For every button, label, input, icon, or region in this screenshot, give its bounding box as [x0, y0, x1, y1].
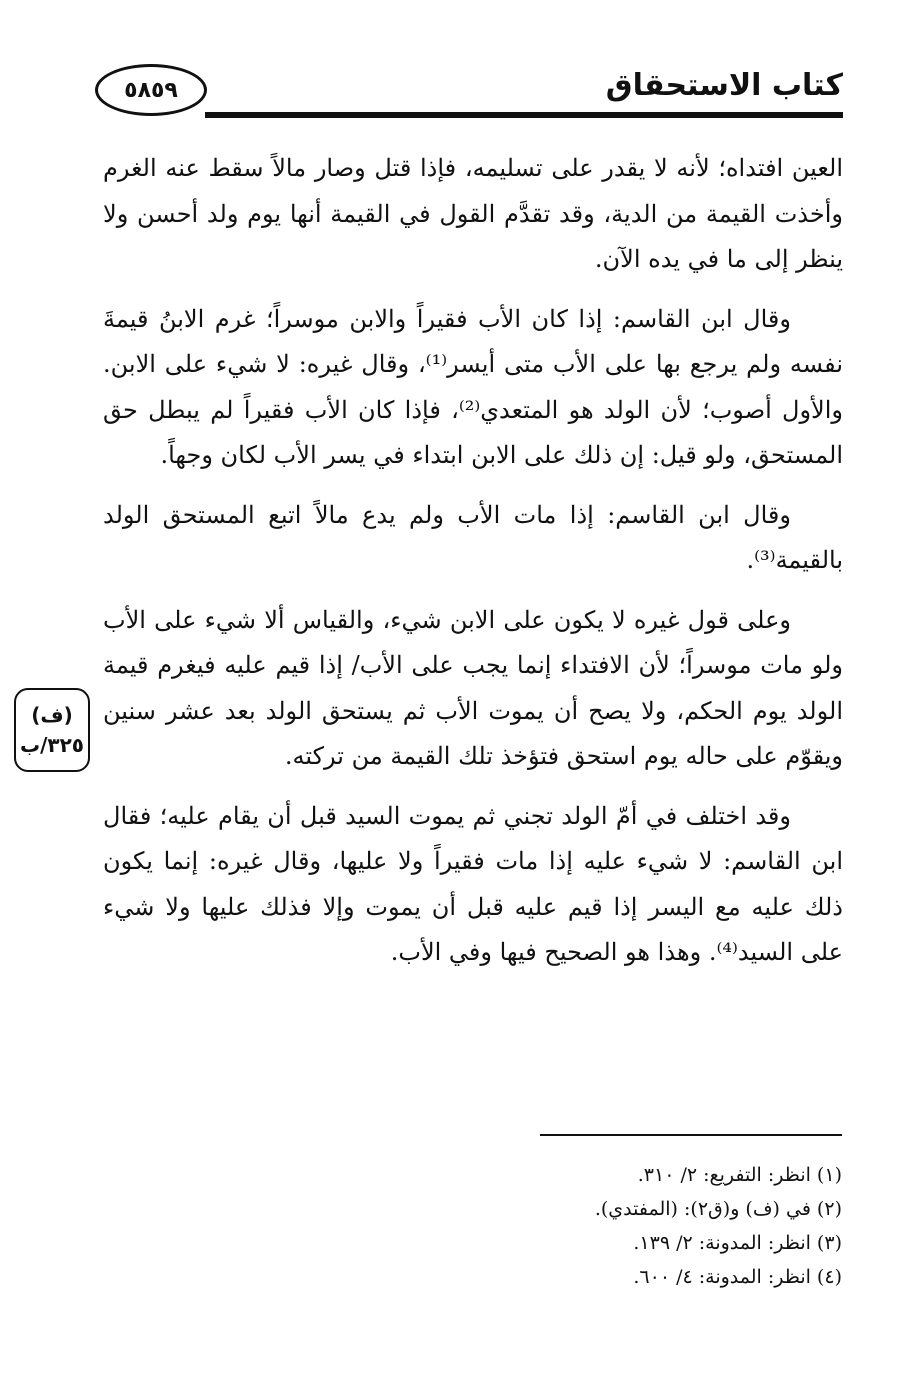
main-text [103, 146, 843, 990]
margin-note-line: (ف) [31, 703, 73, 727]
paragraph: العين افتداه؛ لأنه لا يقدر على تسليمه، فإذا قتل وصار مالاً سقط عنه الغرم وأخذت القيمة من الدية، وقد تقدَّم القول في القيمة أنها يوم ولد أحسن ولا ينظر إلى ما في يده الآن. [103, 154, 843, 273]
margin-note-line: ٣٢٥/ب [19, 733, 85, 757]
footnote-separator [540, 1134, 842, 1136]
footnote: (٤) انظر: المدونة: ٤/ ٦٠٠. [633, 1266, 842, 1288]
paragraph: وقال ابن القاسم: إذا كان الأب فقيراً والابن موسراً؛ غرم الابنُ قيمةَ نفسه ولم يرجع بها على الأب متى أيسر⁽¹⁾، وقال غيره: لا شيء على الابن. والأول أصوب؛ لأن الولد هو المتعدي⁽²⁾، فإذا كان الأب فقيراً لم يبطل حق المستحق، ولو قيل: إن ذلك على الابن ابتداء في يسر الأب لكان وجهاً. [103, 304, 843, 469]
header-rule [205, 112, 843, 118]
footnotes [142, 1158, 842, 1294]
page-number: ٥٨٥٩ [124, 77, 178, 103]
page-header [95, 62, 843, 118]
footnote: (٢) في (ف) و(ق٢): (المفتدي). [594, 1198, 842, 1220]
page-number-badge [95, 64, 207, 116]
book-title: كتاب الاستحقاق [605, 68, 843, 103]
manuscript-folio-note [14, 688, 90, 772]
footnote: (٣) انظر: المدونة: ٢/ ١٣٩. [633, 1232, 842, 1254]
paragraph: وقال ابن القاسم: إذا مات الأب ولم يدع مالاً اتبع المستحق الولد بالقيمة⁽³⁾. [103, 500, 843, 574]
paragraph: وقد اختلف في أمّ الولد تجني ثم يموت السيد قبل أن يقام عليه؛ فقال ابن القاسم: لا شيء عليه إذا مات فقيراً ولا عليها، وقال غيره: إنما يكون ذلك عليه مع اليسر إذا قيم عليه قبل أن يموت وإلا فذلك عليها ولا شيء على السيد⁽⁴⁾. وهذا هو الصحيح فيها وفي الأب. [103, 801, 843, 966]
paragraph: وعلى قول غيره لا يكون على الابن شيء، والقياس ألا شيء على الأب ولو مات موسراً؛ لأن الافتداء إنما يجب على الأب/ إذا قيم عليه فيغرم قيمة الولد يوم الحكم، ولا يصح أن يموت الأب ثم يستحق الولد بعد عشر سنين ويقوّم على حاله يوم استحق فتؤخذ تلك القيمة من تركته. [103, 605, 843, 770]
footnote: (١) انظر: التفريع: ٢/ ٣١٠. [637, 1164, 842, 1186]
